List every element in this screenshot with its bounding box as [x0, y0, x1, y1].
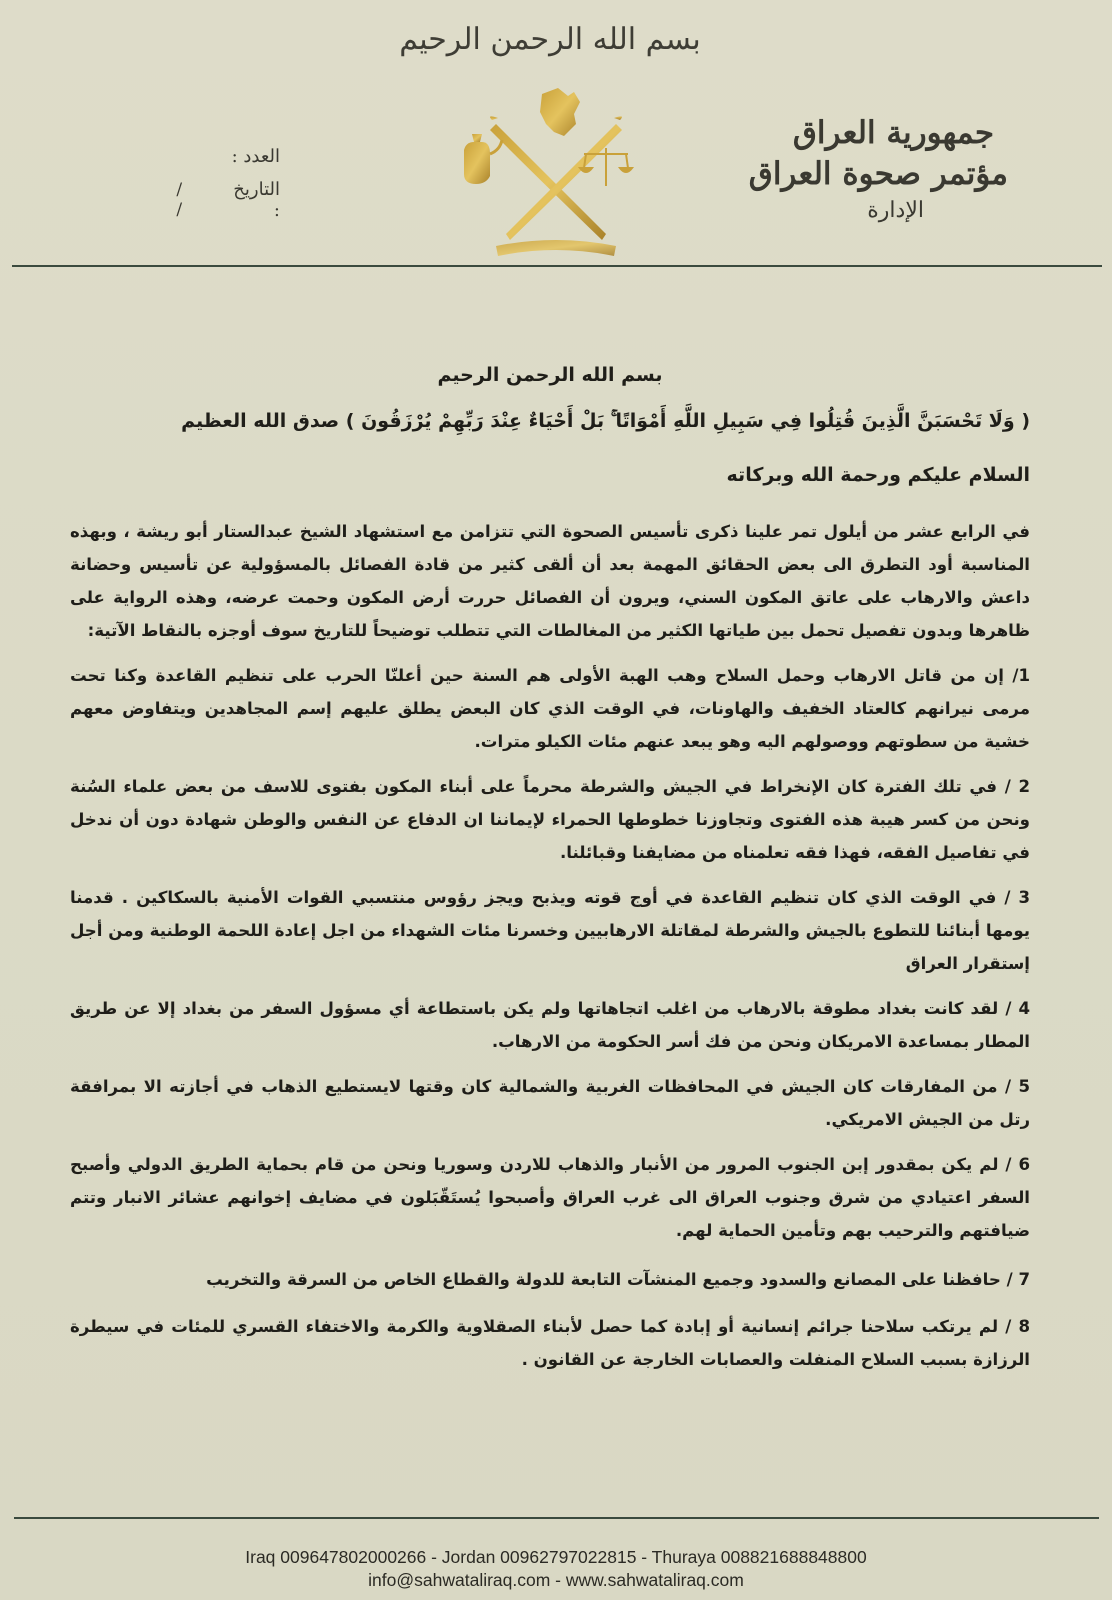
point-1: 1/ إن من قاتل الارهاب وحمل السلاح وهب الهبة الأولى هم السنة حين أعلنّا الحرب على تنظيم القاعدة وكنا تحت مرمى نيرانهم كالعتاد الخفيف والهاونات، في الوقت الذي كان البعض يطلق عليهم إسم المجاهدين ويتفاوض معهم خشية من سطوتهم ووصولهم اليه وهو يبعد عنهم مئات الكيلو مترات. [70, 666, 1030, 751]
iraq-map-icon [540, 88, 580, 136]
footer-contact [0, 1546, 1112, 1592]
date-label: التاريخ : [233, 179, 280, 221]
body-basmala: بسم الله الرحمن الرحيم [437, 364, 663, 386]
point-3: 3 / في الوقت الذي كان تنظيم القاعدة في أوج قوته ويذبح ويجز رؤوس منتسبي القوات الأمنية بالسكاكين . قدمنا يومها أبنائنا للتطوع بالجيش والشرطة لمقاتلة الارهابيين وخسرنا مئات الشهداء من اجل إعادة اللحمة الوطنية ومن أجل إستقرار العراق [70, 888, 1030, 973]
point-4: 4 / لقد كانت بغداد مطوقة بالارهاب من اغلب اتجاهاتها ولم يكن باستطاعة أي مسؤول السفر من بغداد إلا عن طريق المطار بمساعدة الامريكان ونحن من فك أسر الحكومة من الارهاب. [70, 999, 1030, 1051]
letter-body [70, 355, 1030, 1386]
footer-divider [14, 1517, 1099, 1519]
sword-icon [506, 124, 622, 240]
point-5: 5 / من المفارقات كان الجيش في المحافظات الغربية والشمالية كان وقتها لايستطيع الذهاب في أجازته الا بمرافقة رتل من الجيش الامريكي. [70, 1077, 1030, 1129]
crossed-swords-scales-emblem-icon [456, 84, 656, 264]
coffee-pot-icon [464, 134, 502, 184]
organization-header [734, 112, 1008, 228]
intro-paragraph: في الرابع عشر من أيلول تمر علينا ذكرى تأسيس الصحوة التي تتزامن مع استشهاد الشيخ عبدالستار أبو ريشة ، وبهذه المناسبة أود التطرق الى بعض الحقائق المهمة بعد أن ألقى كثير من قادة الفصائل بالمسؤولية عن تأسيس وحضانة داعش والارهاب على عاتق المكون السني، ويرون أن الفصائل حررت أرض المكون وحمت عرضه، وهذه الرواية على ظاهرها وبدون تفصيل تحمل بين طياتها الكثير من المغالطات التي تتطلب توضيحاً للتاريخ سوف أوجزه بالنقاط الآتية: [70, 522, 1030, 640]
point-6: 6 / لم يكن بمقدور إبن الجنوب المرور من الأنبار والذهاب للاردن وسوريا ونحن من قام بحماية الطريق الدولي وأصبح السفر اعتيادي من شرق وجنوب العراق الى غرب العراق وأصبحوا يُستَقّبَلون في مضايف إخوانهم عشائر الانبار وتتم ضيافتهم والترحيب بهم وتأمين الحماية لهم. [70, 1155, 1030, 1240]
reference-block [110, 134, 280, 222]
point-8: 8 / لم يرتكب سلاحنا جرائم إنسانية أو إبادة كما حصل لأبناء الصقلاوية والكرمة والاختفاء القسري للمئات في سيطرة الرزازة بسبب السلاح المنفلت والعصابات الخارجة عن القانون . [70, 1317, 1030, 1369]
greeting: السلام عليكم ورحمة الله وبركاته [726, 464, 1030, 486]
number-label: العدد : [231, 145, 280, 167]
scales-icon [580, 148, 632, 186]
letterhead-basmala: بسم الله الرحمن الرحيم [399, 22, 701, 57]
footer-web[interactable]: info@sahwataliraq.com - www.sahwataliraq.com [368, 1570, 744, 1590]
sword-icon [490, 124, 606, 240]
date-row [110, 178, 280, 222]
date-slots: / / [176, 180, 223, 220]
footer-phones: Iraq 009647802000266 - Jordan 00962797022815 - Thuraya 008821688848800 [245, 1547, 867, 1567]
point-7: 7 / حافظنا على المصانع والسدود وجميع المنشآت التابعة للدولة والقطاع الخاص من السرقة والتخريب [206, 1270, 1030, 1289]
org-country: جمهورية العراق [792, 115, 994, 151]
org-name: مؤتمر صحوة العراق [748, 156, 1008, 192]
number-row [110, 134, 280, 178]
header-divider [12, 265, 1102, 267]
org-department: الإدارة [867, 198, 924, 223]
quran-verse: ( وَلَا تَحْسَبَنَّ الَّذِينَ قُتِلُوا فِي سَبِيلِ اللَّهِ أَمْوَاتًا ۚ بَلْ أَحْيَاءٌ عِنْدَ رَبِّهِمْ يُرْزَقُونَ ) صدق الله العظيم [181, 410, 1030, 432]
point-2: 2 / في تلك الفترة كان الإنخراط في الجيش والشرطة محرماً على أبناء المكون بفتوى للاسف من بعض علماء السُنة ونحن من كسر هيبة هذه الفتوى وتجاوزنا خطوطها الحمراء لإيماننا ان الدفاع عن النفس والوطن شهادة دون أن ندخل في تفاصيل الفقه، فهذا فقه تعلمناه من مضايفنا وقبائلنا. [70, 777, 1030, 862]
